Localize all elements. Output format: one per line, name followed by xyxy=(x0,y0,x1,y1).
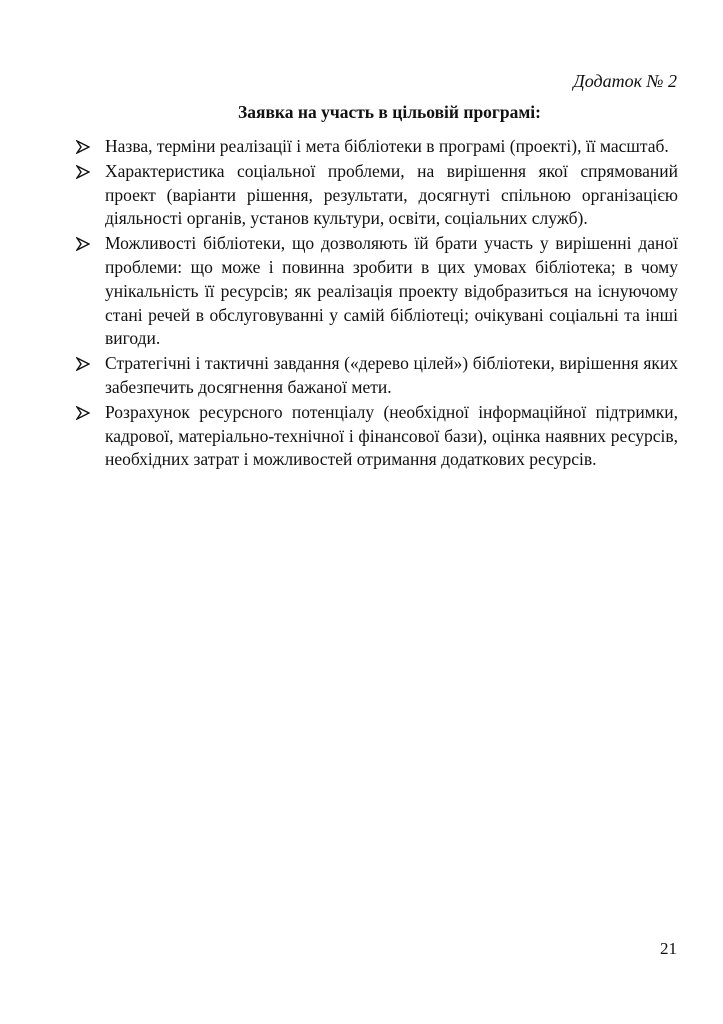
page-number: 21 xyxy=(660,939,677,958)
list-item-text: Назва, терміни реалізації і мета бібліотеки в програмі (проекті), її масштаб. xyxy=(105,136,669,156)
arrowhead-bullet-icon xyxy=(76,406,90,420)
list-item xyxy=(74,401,678,472)
list-item-text: Характеристика соціальної проблеми, на вирішення якої спрямований проект (варіанти рішення, результати, досягнуті спільною організацією діяльності органів, установ культури, освіти, соціальних служб). xyxy=(105,160,678,229)
arrowhead-bullet-icon xyxy=(76,237,90,251)
list-item xyxy=(74,160,678,231)
requirements-list xyxy=(74,135,678,473)
appendix-label: Додаток № 2 xyxy=(573,71,677,91)
list-item-text: Розрахунок ресурсного потенціалу (необхідної інформаційної підтримки, кадрової, матеріально-технічної і фінансової бази), оцінка наявних ресурсів, необхідних затрат і можливостей отримання додаткових ресурсів. xyxy=(105,401,678,470)
arrowhead-bullet-icon xyxy=(76,165,90,179)
list-item-text: Можливості бібліотеки, що дозволяють їй брати участь у вирішенні даної проблеми: що може і повинна зробити в цих умовах бібліотека; в чому унікальність її ресурсів; як реалізація проекту відобразиться на існуючому стані речей в обслуговуванні у самій бібліотеці; очікувані соціальні та інші вигоди. xyxy=(105,233,678,349)
list-item xyxy=(74,352,678,400)
arrowhead-bullet-icon xyxy=(76,357,90,371)
list-item xyxy=(74,232,678,351)
page-title: Заявка на участь в цільовій програмі: xyxy=(238,102,541,122)
list-item xyxy=(74,135,678,159)
list-item-text: Стратегічні і тактичні завдання («дерево цілей») бібліотеки, вирішення яких забезпечить досягнення бажаної мети. xyxy=(105,353,678,397)
arrowhead-bullet-icon xyxy=(76,140,90,154)
